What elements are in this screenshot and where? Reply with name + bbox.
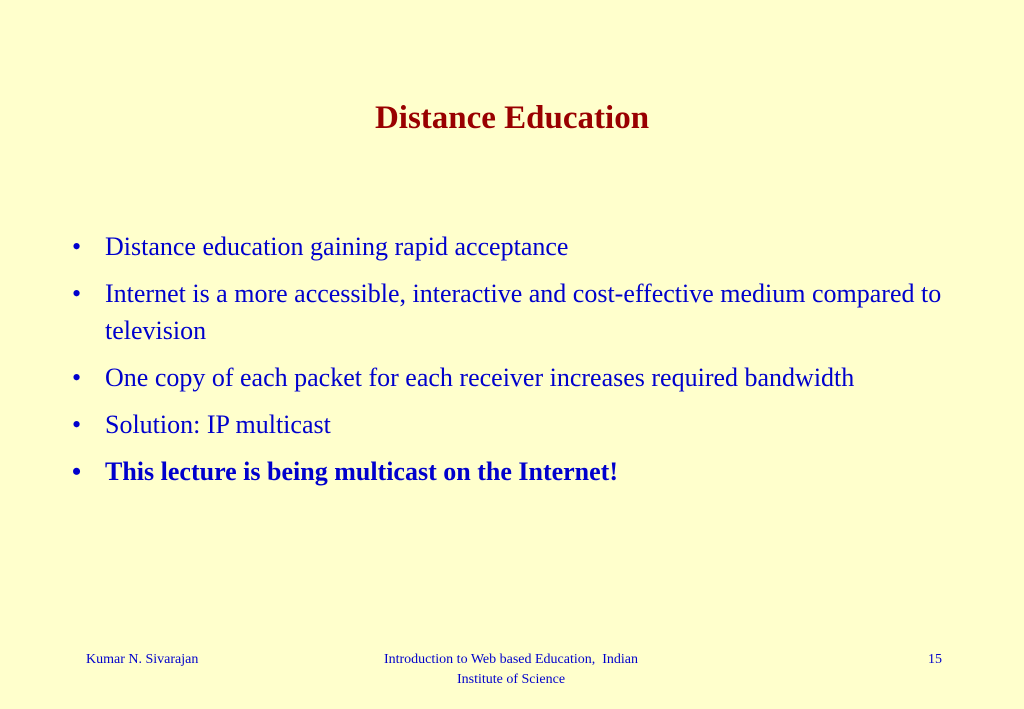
bullet-dot-icon: • [72,279,82,308]
bullet-text: One copy of each packet for each receiver increases required bandwidth [105,363,855,392]
bullet-item [72,406,972,443]
footer-course-title [360,650,662,690]
page-number: 15 [928,652,942,667]
bullet-list [72,228,972,500]
bullet-item-emphasized [72,453,972,490]
footer-course-line1: Introduction to Web based Education, Indian [383,652,639,667]
bullet-dot-icon: • [72,457,82,486]
bullet-text: Internet is a more accessible, interactive and cost-effective medium compared to television [105,279,942,345]
footer-course-line2: Institute of Science [456,672,566,687]
bullet-item [72,228,972,265]
bullet-text: This lecture is being multicast on the Internet! [105,457,618,486]
bullet-dot-icon: • [72,232,82,261]
bullet-dot-icon: • [72,363,82,392]
bullet-dot-icon: • [72,410,82,439]
bullet-item [72,359,972,396]
bullet-text: Solution: IP multicast [105,410,331,439]
bullet-text: Distance education gaining rapid acceptance [105,232,569,261]
bullet-item [72,275,972,349]
footer-author: Kumar N. Sivarajan [86,652,199,667]
slide-title: Distance Education [374,100,650,136]
